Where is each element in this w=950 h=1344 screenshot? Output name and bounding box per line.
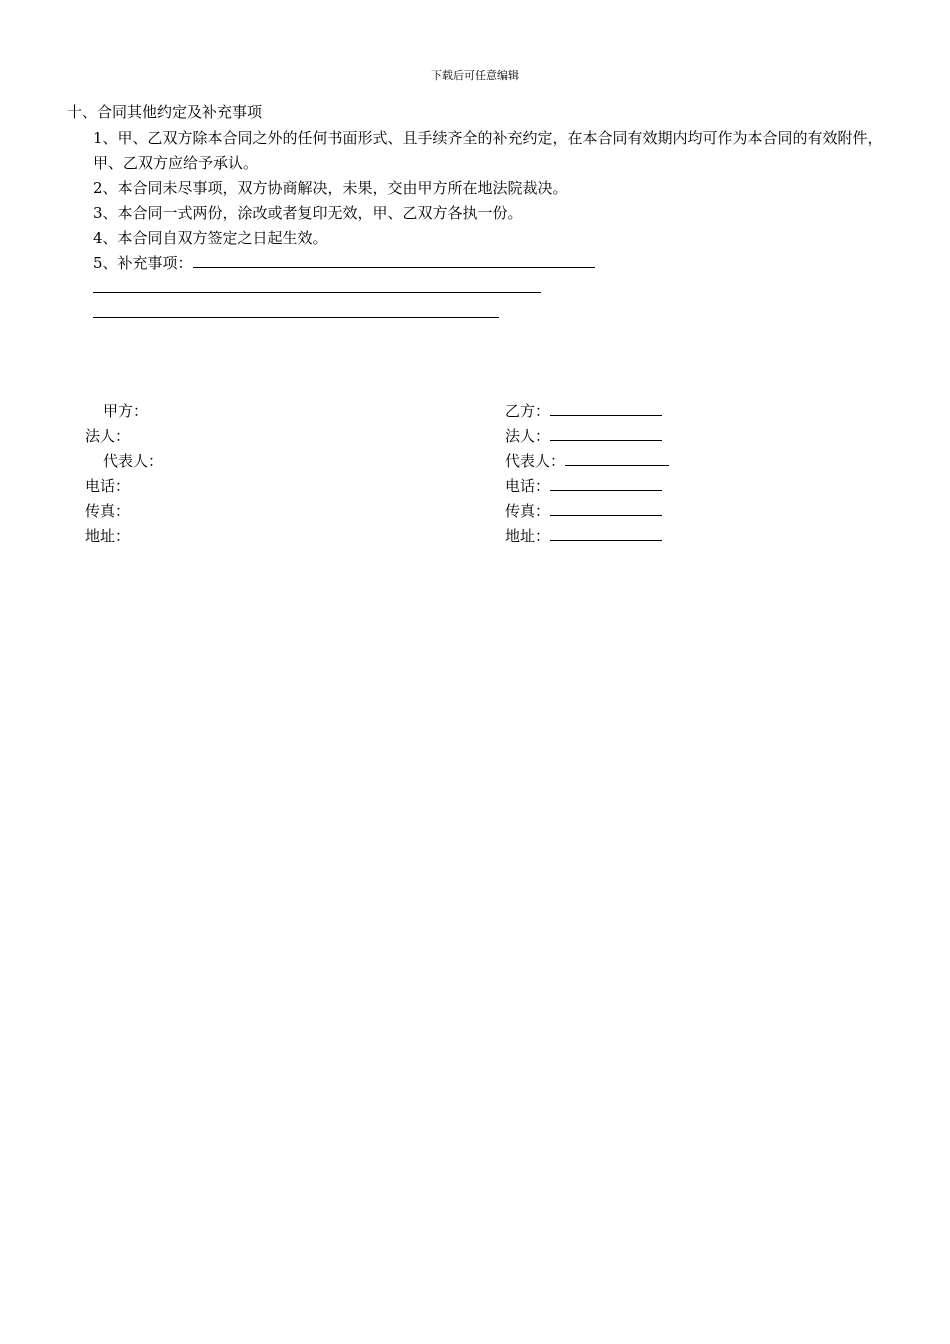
supplement-blank-line-3[interactable] [93, 317, 499, 318]
party-b-fax-blank[interactable] [550, 501, 662, 516]
party-a-phone-label: 电话： [85, 477, 131, 495]
party-b-rep-label: 代表人： [505, 452, 566, 470]
clause-3: 3、本合同一式两份，涂改或者复印无效，甲、乙双方各执一份。 [93, 204, 523, 222]
party-a-legal-label: 法人： [85, 427, 131, 445]
section-title: 十、合同其他约定及补充事项 [67, 103, 263, 121]
party-b-phone-row [505, 476, 662, 496]
party-b-address-label: 地址： [505, 527, 551, 545]
clause-4: 4、本合同自双方签定之日起生效。 [93, 229, 328, 247]
supplement-blank-line[interactable] [193, 253, 595, 268]
supplement-label: 5、补充事项： [93, 254, 193, 272]
party-a-address-label: 地址： [85, 527, 131, 545]
party-b-fax-row [505, 501, 662, 521]
party-b-name-row [505, 401, 662, 421]
party-b-rep-blank[interactable] [565, 451, 669, 466]
party-b-legal-label: 法人： [505, 427, 551, 445]
party-b-phone-label: 电话： [505, 477, 551, 495]
party-b-address-row [505, 526, 662, 546]
page-header-note: 下载后可任意编辑 [431, 69, 519, 82]
clause-2: 2、本合同未尽事项，双方协商解决，未果，交由甲方所在地法院裁决。 [93, 179, 568, 197]
party-b-fax-label: 传真： [505, 502, 551, 520]
supplement-blank-line-2[interactable] [93, 292, 541, 293]
party-b-legal-row [505, 426, 662, 446]
party-b-phone-blank[interactable] [550, 476, 662, 491]
party-a-name-label: 甲方： [103, 402, 149, 420]
party-b-name-blank[interactable] [550, 401, 662, 416]
clause-5 [93, 251, 883, 276]
party-b-name-label: 乙方： [505, 402, 551, 420]
party-b-legal-blank[interactable] [550, 426, 662, 441]
party-a-rep-label: 代表人： [103, 452, 164, 470]
party-a-fax-label: 传真： [85, 502, 131, 520]
party-b-rep-row [505, 451, 669, 471]
clause-1: 1、甲、乙双方除本合同之外的任何书面形式、且手续齐全的补充约定，在本合同有效期内均可作为本合同的有效附件，甲、乙双方应给予承认。 [93, 129, 883, 172]
clause-list [93, 126, 883, 276]
party-b-address-blank[interactable] [550, 526, 662, 541]
